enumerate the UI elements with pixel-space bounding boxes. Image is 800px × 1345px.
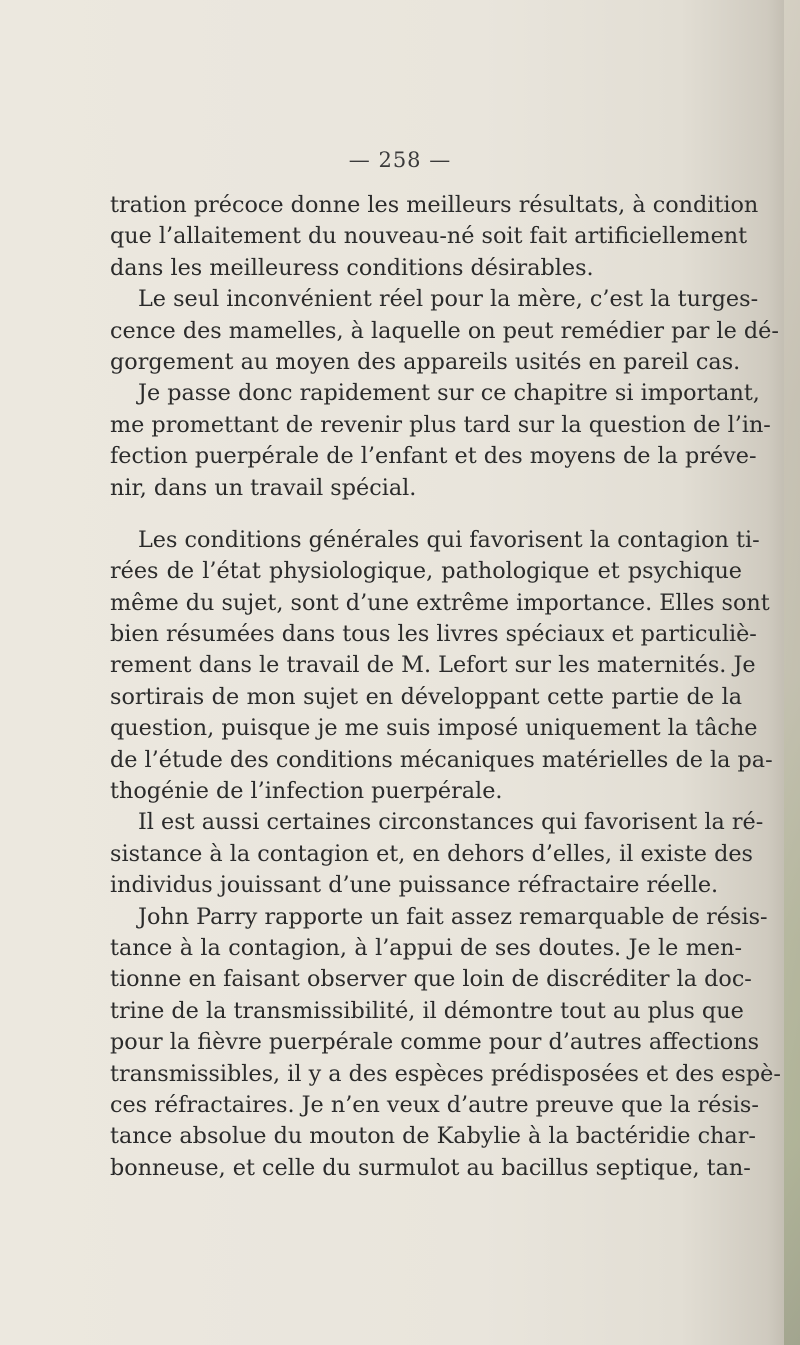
text-line: Il est aussi certaines circonstances qui favorisent la ré- (138, 809, 764, 836)
text-line: sistance à la contagion et, en dehors d’elles, il existe des (110, 840, 753, 867)
text-line: transmissibles, il y a des espèces prédisposées et des espè- (110, 1060, 781, 1087)
text-line: bonneuse, et celle du surmulot au bacillus septique, tan- (110, 1154, 751, 1181)
page-edge-shadow (784, 0, 800, 1345)
text-line: me promettant de revenir plus tard sur la question de l’in- (110, 411, 771, 438)
text-line: Le seul inconvénient réel pour la mère, c’est la turges- (138, 286, 759, 313)
text-line: cence des mamelles, à laquelle on peut remédier par le dé- (110, 317, 779, 344)
text-line: gorgement au moyen des appareils usités en pareil cas. (110, 348, 741, 375)
text-line: question, puisque je me suis imposé uniquement la tâche (110, 715, 758, 742)
text-line: tration précoce donne les meilleurs résultats, à condition (110, 192, 759, 218)
text-line: bien résumées dans tous les livres spéciaux et particuliè- (110, 621, 757, 648)
text-line: que l’allaitement du nouveau-né soit fait artificiellement (110, 223, 748, 250)
page-number: — 258 — (348, 148, 452, 172)
text-line: Je passe donc rapidement sur ce chapitre si important, (138, 380, 760, 407)
body-text (110, 190, 781, 1184)
text-line: trine de la transmissibilité, il démontre tout au plus que (110, 997, 744, 1024)
text-line: sortirais de mon sujet en développant cette partie de la (110, 683, 742, 710)
text-line: même du sujet, sont d’une extrême importance. Elles sont (110, 589, 770, 616)
text-line: pour la fièvre puerpérale comme pour d’autres affections (110, 1029, 760, 1056)
text-line: de l’étude des conditions mécaniques matérielles de la pa- (110, 746, 773, 773)
text-line: ces réfractaires. Je n’en veux d’autre preuve que la résis- (110, 1091, 759, 1118)
text-line: Les conditions générales qui favorisent la contagion ti- (138, 526, 760, 553)
text-line: fection puerpérale de l’enfant et des moyens de la préve- (110, 443, 757, 470)
text-line: rement dans le travail de M. Lefort sur les maternités. Je (110, 652, 756, 679)
text-line: thogénie de l’infection puerpérale. (110, 778, 503, 805)
text-line: nir, dans un travail spécial. (110, 474, 417, 501)
text-line: individus jouissant d’une puissance réfractaire réelle. (110, 872, 719, 899)
text-line: tance à la contagion, à l’appui de ses doutes. Je le men- (110, 934, 742, 961)
text-line: tionne en faisant observer que loin de discréditer la doc- (110, 966, 752, 993)
section-gap (110, 504, 742, 525)
text-line: dans les meilleuress conditions désirables. (110, 254, 594, 281)
text-line: tance absolue du mouton de Kabylie à la bactéridie char- (110, 1123, 756, 1150)
text-line: rées de l’état physiologique, pathologique et psychique (110, 558, 742, 585)
text-line: John Parry rapporte un fait assez remarquable de résis- (138, 903, 768, 930)
